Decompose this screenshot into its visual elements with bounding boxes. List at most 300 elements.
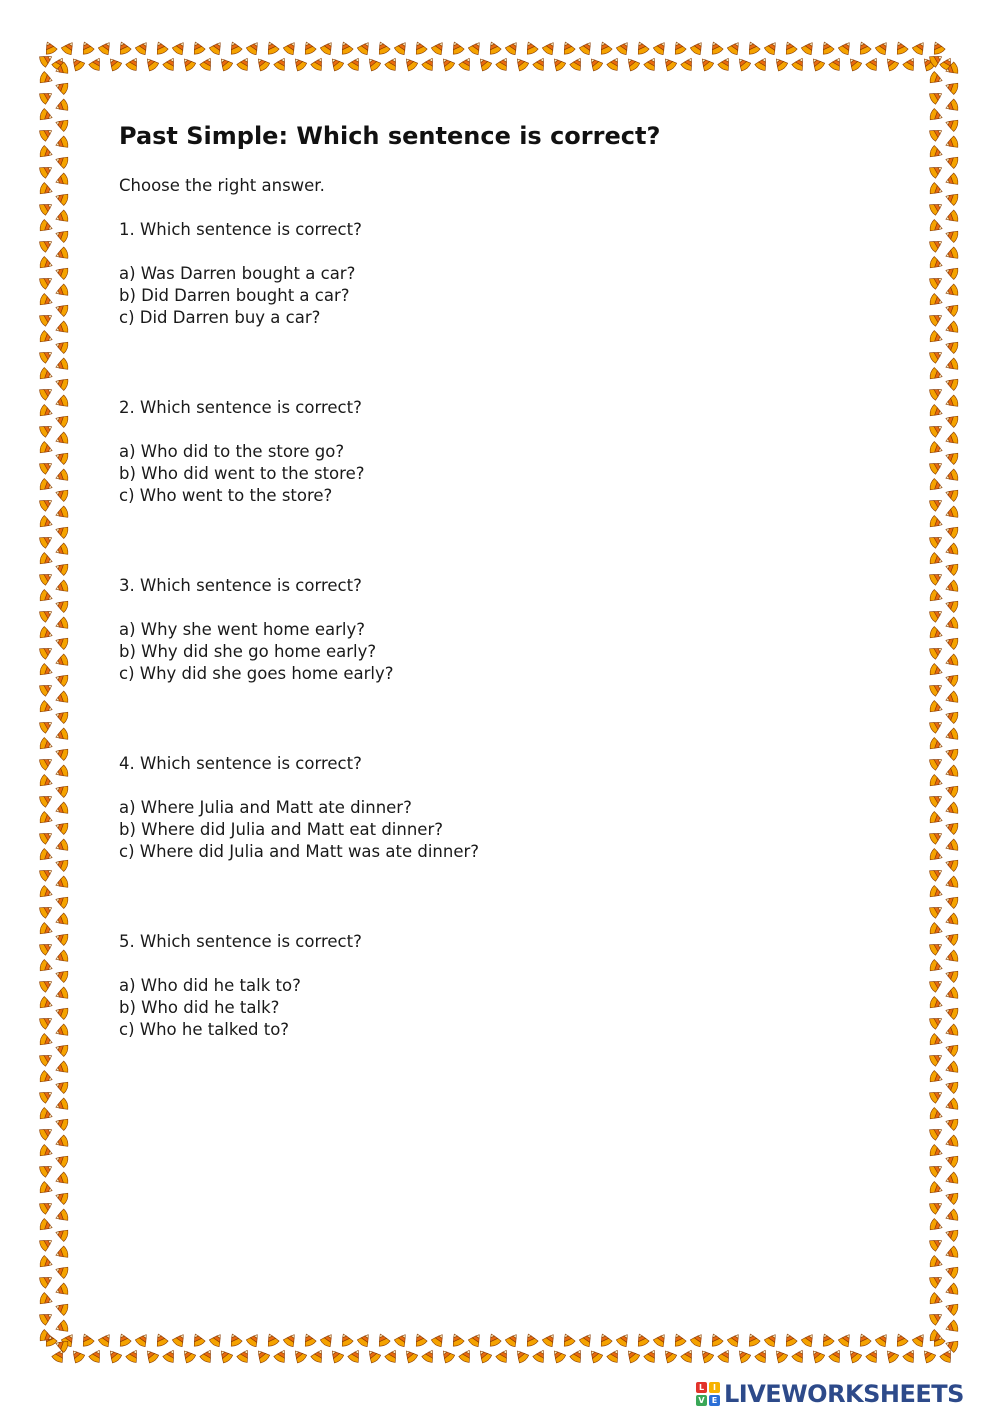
candy-corn-icon [929,108,944,123]
answer-option-a[interactable]: a) Who did to the store go? [119,442,345,461]
candy-corn-icon [38,237,54,253]
candy-corn-icon [54,154,69,169]
candy-corn-icon [39,219,54,234]
candy-corn-icon [39,811,54,826]
answer-option-b[interactable]: b) Who did he talk? [119,998,280,1017]
candy-corn-icon [375,1332,391,1348]
candy-corn-icon [39,996,54,1011]
candy-corn-icon [944,1245,959,1260]
candy-corn-icon [38,1125,54,1141]
candy-corn-icon [106,55,123,72]
candy-corn-icon [944,339,959,354]
candy-corn-icon [944,653,959,668]
candy-corn-icon [458,55,474,71]
candy-corn-icon [301,1332,317,1348]
candy-corn-icon [928,52,944,68]
candy-corn-icon [54,1023,69,1038]
candy-corn-icon [928,1051,944,1067]
candy-corn-icon [944,838,959,853]
logo-tile: L [696,1382,707,1393]
candy-corn-icon [929,1292,944,1307]
candy-corn-icon [39,145,54,160]
candy-corn-icon [708,40,724,56]
candy-corn-icon [944,302,959,317]
candy-corn-icon [365,1347,382,1364]
candy-corn-icon [38,1236,54,1252]
candy-corn-icon [523,40,539,56]
candy-corn-icon [42,1332,58,1348]
candy-corn-icon [944,265,959,280]
candy-corn-icon [944,209,959,224]
candy-corn-icon [254,55,271,72]
candy-corn-icon [39,256,54,271]
candy-corn-icon [944,672,959,687]
answer-option-c[interactable]: c) Did Darren buy a car? [119,308,321,327]
answer-option-c[interactable]: c) Who he talked to? [119,1020,290,1039]
candy-corn-icon [929,1329,944,1344]
candy-corn-icon [393,1331,410,1348]
candy-corn-icon [54,764,69,779]
candy-corn-icon [54,727,69,742]
candy-corn-icon [929,515,944,530]
candy-corn-icon [745,1332,761,1348]
candy-corn-icon [38,681,54,697]
candy-corn-icon [162,1347,178,1363]
candy-corn-icon [661,55,678,72]
candy-corn-icon [54,450,69,465]
candy-corn-icon [88,1347,104,1363]
candy-corn-icon [928,1273,944,1289]
candy-corn-icon [39,330,54,345]
candy-corn-icon [54,1319,69,1334]
candy-corn-icon [944,1319,959,1334]
answer-option-c[interactable]: c) Who went to the store? [119,486,333,505]
candy-corn-icon [291,1347,308,1364]
candy-corn-icon [874,1331,891,1348]
candy-corn-icon [79,40,95,56]
candy-corn-icon [54,709,69,724]
candy-corn-icon [217,55,234,72]
answer-option-a[interactable]: a) Was Darren bought a car? [119,264,356,283]
candy-corn-icon [624,1347,641,1364]
candy-corn-icon [929,330,944,345]
candy-corn-icon [837,39,854,56]
candy-corn-icon [874,39,891,56]
candy-corn-icon [365,55,382,72]
answer-option-c[interactable]: c) Why did she goes home early? [119,664,394,683]
candy-corn-icon [944,487,959,502]
candy-corn-icon [928,385,944,401]
candy-corn-icon [54,653,69,668]
candy-corn-border-right [926,38,964,1366]
candy-corn-icon [911,39,928,56]
answer-option-a[interactable]: a) Where Julia and Matt ate dinner? [119,798,412,817]
question-prompt: 4. Which sentence is correct? [119,754,362,773]
candy-corn-icon [944,61,959,76]
candy-corn-icon [54,931,69,946]
candy-corn-icon [217,1347,234,1364]
candy-corn-icon [39,404,54,419]
candy-corn-icon [944,1079,959,1094]
candy-corn-icon [69,1347,86,1364]
candy-corn-icon [643,1347,659,1363]
candy-corn-icon [944,579,959,594]
candy-corn-icon [944,431,959,446]
candy-corn-icon [671,1332,687,1348]
candy-corn-icon [236,55,252,71]
candy-corn-icon [347,1347,363,1363]
candy-corn-icon [944,783,959,798]
candy-corn-icon [944,1190,959,1205]
candy-corn-icon [199,1347,215,1363]
candy-corn-icon [282,1331,299,1348]
candy-corn-icon [944,357,959,372]
candy-corn-icon [911,1331,928,1348]
candy-corn-icon [51,55,67,71]
candy-corn-icon [54,1079,69,1094]
logo-tile: E [709,1395,720,1406]
candy-corn-icon [486,1332,502,1348]
worksheet-instruction: Choose the right answer. [119,176,325,195]
candy-corn-icon [929,293,944,308]
candy-corn-icon [125,55,141,71]
candy-corn-icon [54,413,69,428]
answer-option-b[interactable]: b) Where did Julia and Matt eat dinner? [119,820,443,839]
candy-corn-icon [54,61,69,76]
candy-corn-icon [54,135,69,150]
candy-corn-icon [54,431,69,446]
candy-corn-icon [606,55,622,71]
candy-corn-icon [180,55,197,72]
candy-corn-icon [116,1332,132,1348]
candy-corn-icon [38,607,54,623]
candy-corn-icon [36,38,74,1366]
candy-corn-icon [38,792,54,808]
candy-corn-icon [54,209,69,224]
candy-corn-icon [486,40,502,56]
candy-corn-icon [458,1347,474,1363]
candy-corn-icon [208,1331,225,1348]
candy-corn-icon [944,1097,959,1112]
candy-corn-icon [38,829,54,845]
candy-corn-icon [930,40,946,56]
candy-corn-icon [430,1331,447,1348]
candy-corn-icon [929,219,944,234]
candy-corn-icon [944,746,959,761]
candy-corn-icon [190,1332,206,1348]
candy-corn-icon [38,570,54,586]
candy-corn-icon [39,108,54,123]
candy-corn-icon [928,792,944,808]
candy-corn-icon [54,894,69,909]
answer-option-b[interactable]: b) Why did she go home early? [119,642,377,661]
candy-corn-icon [615,39,632,56]
candy-corn-icon [944,949,959,964]
candy-corn-icon [39,441,54,456]
candy-corn-icon [944,413,959,428]
candy-corn-icon [856,1332,872,1348]
candy-corn-icon [54,875,69,890]
candy-corn-icon [928,570,944,586]
candy-corn-icon [928,1125,944,1141]
candy-corn-icon [865,55,881,71]
candy-corn-icon [735,55,752,72]
candy-corn-icon [171,39,188,56]
candy-corn-icon [97,39,114,56]
candy-corn-icon [38,459,54,475]
candy-corn-icon [929,1033,944,1048]
candy-corn-icon [819,40,835,56]
candy-corn-icon [929,1218,944,1233]
candy-corn-icon [39,293,54,308]
candy-corn-icon [883,1347,900,1364]
candy-corn-icon [928,237,944,253]
candy-corn-icon [726,1331,743,1348]
candy-corn-icon [929,1144,944,1159]
answer-option-b[interactable]: b) Who did went to the store? [119,464,365,483]
candy-corn-icon [791,55,807,71]
candy-corn-icon [513,1347,530,1364]
candy-corn-icon [865,1347,881,1363]
candy-corn-icon [929,478,944,493]
candy-corn-icon [54,690,69,705]
candy-corn-icon [944,1116,959,1131]
candy-corn-icon [54,1042,69,1057]
candy-corn-icon [944,228,959,243]
candy-corn-icon [944,986,959,1001]
candy-corn-icon [928,163,944,179]
candy-corn-icon [38,126,54,142]
candy-corn-border-bottom [40,1330,960,1366]
candy-corn-icon [301,40,317,56]
candy-corn-icon [856,40,872,56]
candy-corn-icon [929,700,944,715]
candy-corn-icon [928,422,944,438]
candy-corn-icon [944,820,959,835]
candy-corn-icon [439,1347,456,1364]
candy-corn-icon [944,524,959,539]
candy-corn-icon [40,1330,960,1366]
question-prompt: 5. Which sentence is correct? [119,932,362,951]
candy-corn-icon [310,1347,326,1363]
candy-corn-icon [828,55,844,71]
candy-corn-icon [106,1347,123,1364]
candy-corn-icon [54,1171,69,1186]
candy-corn-icon [39,478,54,493]
candy-corn-icon [708,1332,724,1348]
candy-corn-icon [54,524,69,539]
candy-corn-icon [928,126,944,142]
candy-corn-icon [54,598,69,613]
candy-corn-icon [745,40,761,56]
candy-corn-icon [606,1347,622,1363]
candy-corn-icon [273,1347,289,1363]
candy-corn-icon [134,39,151,56]
candy-corn-icon [39,367,54,382]
candy-corn-icon [54,265,69,280]
candy-corn-icon [893,1332,909,1348]
answer-option-b[interactable]: b) Did Darren bought a car? [119,286,350,305]
candy-corn-icon [504,1331,521,1348]
candy-corn-icon [800,39,817,56]
candy-corn-icon [227,40,243,56]
candy-corn-icon [54,1301,69,1316]
candy-corn-icon [60,39,77,56]
candy-corn-icon [54,302,69,317]
candy-corn-icon [54,246,69,261]
candy-corn-icon [928,496,944,512]
candy-corn-icon [939,1347,955,1363]
candy-corn-icon [944,857,959,872]
candy-corn-icon [38,496,54,512]
candy-corn-icon [929,774,944,789]
candy-corn-icon [39,848,54,863]
candy-corn-icon [652,39,669,56]
candy-corn-icon [60,1331,77,1348]
candy-corn-icon [587,55,604,72]
candy-corn-icon [54,172,69,187]
candy-corn-icon [38,52,54,68]
candy-corn-icon [550,55,567,72]
candy-corn-icon [143,1347,160,1364]
candy-corn-icon [39,737,54,752]
candy-corn-icon [38,977,54,993]
candy-corn-icon [929,552,944,567]
candy-corn-icon [39,589,54,604]
candy-corn-icon [402,55,419,72]
candy-corn-icon [929,367,944,382]
candy-corn-icon [38,385,54,401]
candy-corn-icon [929,145,944,160]
candy-corn-icon [587,1347,604,1364]
candy-corn-icon [356,1331,373,1348]
candy-corn-icon [615,1331,632,1348]
candy-corn-icon [944,894,959,909]
candy-corn-icon [929,996,944,1011]
candy-corn-icon [245,1331,262,1348]
candy-corn-icon [39,1033,54,1048]
candy-corn-icon [928,1236,944,1252]
question-prompt: 2. Which sentence is correct? [119,398,362,417]
candy-corn-icon [929,404,944,419]
candy-corn-icon [190,40,206,56]
candy-corn-icon [928,274,944,290]
candy-corn-icon [809,55,826,72]
candy-corn-icon [928,681,944,697]
candy-corn-icon [926,38,964,1366]
candy-corn-icon [944,468,959,483]
candy-corn-icon [39,774,54,789]
candy-corn-icon [928,1199,944,1215]
logo-tile: V [696,1395,707,1406]
answer-option-a[interactable]: a) Who did he talk to? [119,976,301,995]
candy-corn-icon [54,376,69,391]
candy-corn-icon [929,589,944,604]
candy-corn-icon [928,829,944,845]
candy-corn-icon [698,55,715,72]
candy-corn-icon [180,1347,197,1364]
candy-corn-icon [944,912,959,927]
candy-corn-icon [208,39,225,56]
candy-corn-icon [735,1347,752,1364]
candy-corn-icon [513,55,530,72]
candy-corn-icon [39,552,54,567]
candy-corn-icon [338,1332,354,1348]
candy-corn-icon [347,55,363,71]
candy-corn-icon [38,89,54,105]
candy-corn-icon [929,922,944,937]
candy-corn-icon [39,959,54,974]
candy-corn-border-top [40,38,960,74]
candy-corn-icon [928,1014,944,1030]
candy-corn-icon [227,1332,243,1348]
candy-corn-icon [38,1199,54,1215]
candy-corn-icon [763,39,780,56]
candy-corn-icon [929,959,944,974]
candy-corn-icon [54,117,69,132]
candy-corn-icon [54,468,69,483]
candy-corn-icon [920,1347,937,1364]
candy-corn-icon [523,1332,539,1348]
liveworksheets-logo-icon [696,1382,720,1406]
candy-corn-icon [384,55,400,71]
candy-corn-border-left [36,38,74,1366]
candy-corn-icon [726,39,743,56]
candy-corn-icon [532,1347,548,1363]
candy-corn-icon [38,866,54,882]
candy-corn-icon [39,700,54,715]
candy-corn-icon [944,505,959,520]
candy-corn-icon [54,1264,69,1279]
candy-corn-icon [39,663,54,678]
candy-corn-icon [153,40,169,56]
candy-corn-icon [944,598,959,613]
candy-corn-icon [97,1331,114,1348]
candy-corn-icon [680,1347,696,1363]
candy-corn-icon [39,71,54,86]
candy-corn-icon [929,848,944,863]
candy-corn-icon [754,55,770,71]
candy-corn-icon [328,55,345,72]
candy-corn-icon [578,1331,595,1348]
candy-corn-icon [689,39,706,56]
candy-corn-icon [39,1255,54,1270]
candy-corn-icon [828,1347,844,1363]
answer-option-c[interactable]: c) Where did Julia and Matt was ate dinner? [119,842,480,861]
candy-corn-icon [944,320,959,335]
candy-corn-icon [449,1332,465,1348]
candy-corn-icon [338,40,354,56]
candy-corn-icon [54,801,69,816]
candy-corn-icon [920,55,937,72]
candy-corn-icon [171,1331,188,1348]
candy-corn-icon [782,40,798,56]
candy-corn-icon [54,542,69,557]
candy-corn-icon [54,616,69,631]
candy-corn-icon [38,644,54,660]
question-4 [119,753,899,863]
candy-corn-icon [883,55,900,72]
candy-corn-icon [928,1162,944,1178]
candy-corn-icon [54,635,69,650]
candy-corn-icon [944,1301,959,1316]
candy-corn-icon [930,1332,946,1348]
candy-corn-icon [402,1347,419,1364]
candy-corn-icon [39,182,54,197]
candy-corn-icon [902,55,918,71]
answer-option-a[interactable]: a) Why she went home early? [119,620,366,639]
candy-corn-icon [689,1331,706,1348]
